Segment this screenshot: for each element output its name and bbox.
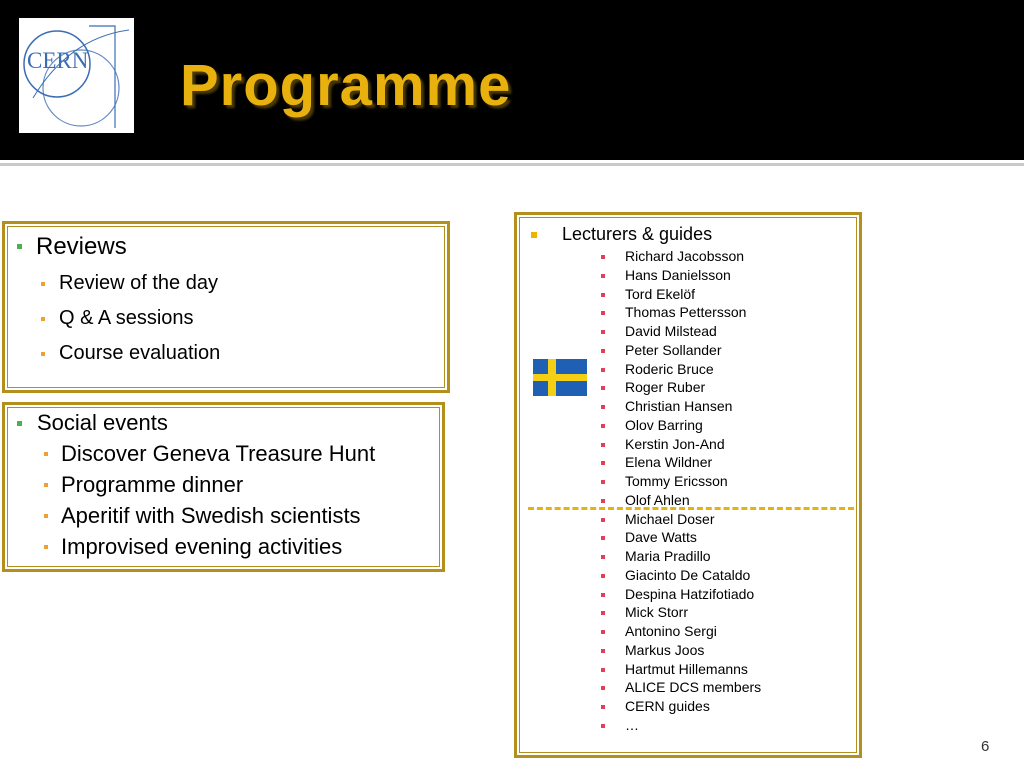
lecturer-name: Despina Hatzifotiado <box>625 585 755 602</box>
social-item: Programme dinner <box>61 472 244 497</box>
bullet-icon <box>601 274 605 278</box>
bullet-icon <box>601 724 605 728</box>
reviews-item: Q & A sessions <box>59 307 194 329</box>
lecturer-name: Christian Hansen <box>625 398 733 414</box>
lecturer-name: Antonino Sergi <box>625 623 717 639</box>
bullet-icon <box>601 255 605 259</box>
slide-title: Programme <box>180 53 512 118</box>
lecturer-name: Olof Ahlen <box>625 491 690 508</box>
social-item: Aperitif with Swedish scientists <box>61 503 361 528</box>
bullet-icon <box>601 424 605 428</box>
lecturer-name: Roger Ruber <box>625 379 706 396</box>
bullet-icon <box>17 421 22 426</box>
lecturer-name: Maria Pradillo <box>625 548 711 564</box>
reviews-heading: Reviews <box>36 233 127 260</box>
bullet-icon <box>601 611 605 615</box>
social-item: Improvised evening activities <box>61 534 343 559</box>
lecturer-name: Hans Danielsson <box>625 266 731 283</box>
bullet-icon <box>601 593 605 597</box>
lecturer-name: Thomas Pettersson <box>625 304 747 321</box>
bullet-icon <box>601 574 605 578</box>
lecturer-name: Richard Jacobsson <box>625 248 745 264</box>
bullet-icon <box>601 630 605 634</box>
bullet-icon <box>601 443 605 447</box>
page-number: 6 <box>981 738 990 755</box>
bullet-icon <box>601 555 605 559</box>
bullet-icon <box>601 705 605 709</box>
bullet-icon <box>601 330 605 334</box>
lecturer-name: Tommy Ericsson <box>625 473 728 489</box>
bullet-icon <box>44 545 48 549</box>
bullet-icon <box>601 649 605 653</box>
bullet-icon <box>44 514 48 518</box>
social-item: Discover Geneva Treasure Hunt <box>61 441 376 466</box>
lecturer-name: ALICE DCS members <box>625 679 762 696</box>
bullet-icon <box>601 668 605 672</box>
lecturer-name: Roderic Bruce <box>625 360 714 377</box>
bullet-icon <box>41 282 45 286</box>
lecturer-name: Michael Doser <box>625 510 715 527</box>
bullet-icon <box>601 461 605 465</box>
lecturer-name: David Milstead <box>625 323 717 339</box>
bullet-icon <box>41 352 45 356</box>
lecturer-name: Kerstin Jon-And <box>625 435 725 452</box>
header-divider <box>0 163 1024 166</box>
swedish-flag-icon <box>533 359 587 396</box>
bullet-icon <box>601 499 605 503</box>
lecturer-name: Markus Joos <box>625 641 705 658</box>
divider-dashed-line <box>528 507 854 510</box>
lecturer-name: Dave Watts <box>625 529 697 546</box>
lecturer-name: … <box>625 716 639 733</box>
lecturer-name: Mick Storr <box>625 604 688 621</box>
bullet-icon <box>601 349 605 353</box>
reviews-item: Course evaluation <box>59 342 221 364</box>
bullet-icon <box>601 405 605 409</box>
bullet-icon <box>601 480 605 484</box>
bullet-icon <box>41 317 45 321</box>
bullet-icon <box>601 311 605 315</box>
social-heading: Social events <box>37 410 168 435</box>
bullet-icon <box>17 244 22 249</box>
reviews-item: Review of the day <box>59 272 218 294</box>
lecturer-name: CERN guides <box>625 698 710 714</box>
lecturers-heading: Lecturers & guides <box>562 224 713 244</box>
bullet-icon <box>44 483 48 487</box>
bullet-icon <box>601 368 605 372</box>
lecturer-name: Hartmut Hillemanns <box>625 660 748 677</box>
cern-logo-icon <box>19 18 134 133</box>
lecturer-name: Tord Ekelöf <box>625 285 696 302</box>
bullet-icon <box>601 386 605 390</box>
slide-header <box>0 0 1024 160</box>
bullet-icon <box>601 536 605 540</box>
bullet-icon <box>44 452 48 456</box>
bullet-icon <box>601 518 605 522</box>
lecturer-name: Peter Sollander <box>625 341 722 358</box>
bullet-icon <box>601 686 605 690</box>
bullet-icon <box>601 293 605 297</box>
lecturer-name: Olov Barring <box>625 416 703 433</box>
logo-text: CERN <box>27 48 89 73</box>
lecturer-name: Elena Wildner <box>625 454 713 471</box>
lecturer-name: Giacinto De Cataldo <box>625 566 751 583</box>
bullet-icon <box>531 232 537 238</box>
